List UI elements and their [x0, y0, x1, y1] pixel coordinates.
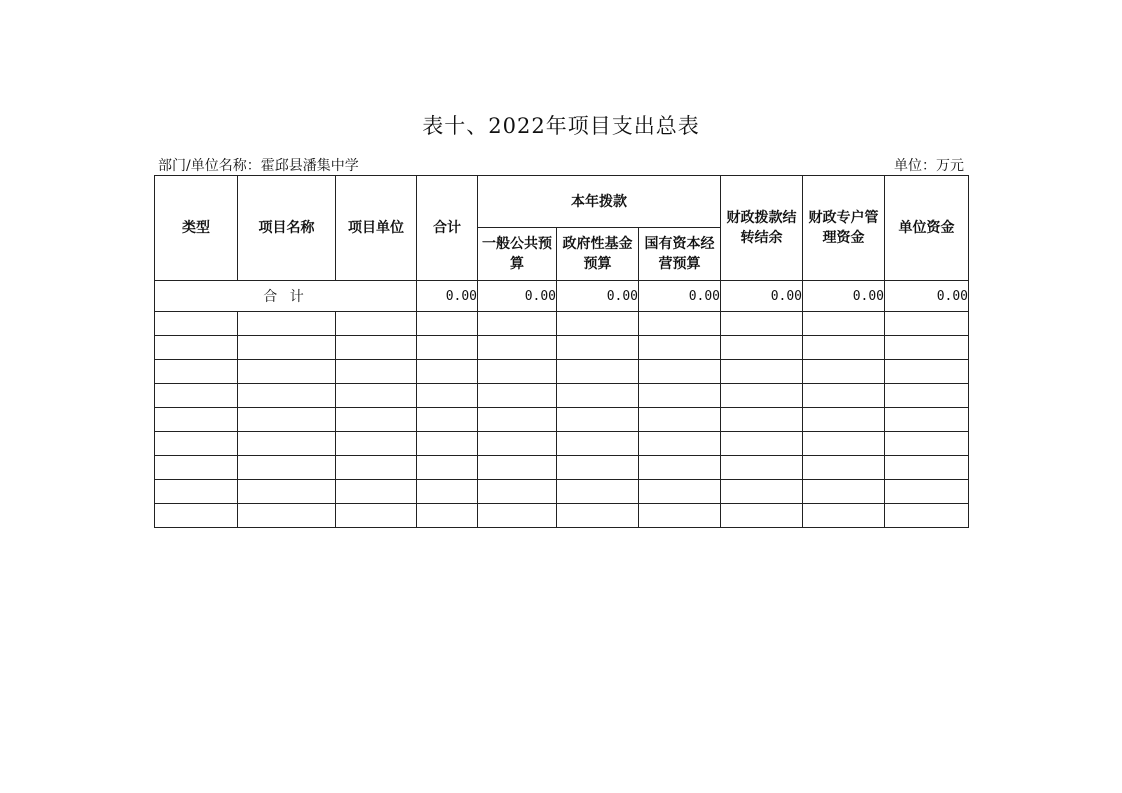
table-cell [639, 480, 721, 504]
table-cell [639, 456, 721, 480]
table-cell [155, 360, 238, 384]
table-cell [478, 432, 557, 456]
table-cell [557, 480, 639, 504]
table-cell [336, 384, 417, 408]
table-row [155, 312, 969, 336]
table-cell [336, 432, 417, 456]
table-cell [557, 432, 639, 456]
table-cell [336, 336, 417, 360]
table-cell [155, 480, 238, 504]
table-cell [721, 504, 803, 528]
project-expenditure-table [154, 175, 969, 528]
table-cell [803, 504, 885, 528]
table-cell [478, 384, 557, 408]
total-cell-unit-funds: 0.00 [885, 281, 969, 312]
table-cell [478, 408, 557, 432]
total-cell-general-public: 0.00 [478, 281, 557, 312]
table-cell [803, 312, 885, 336]
table-cell [557, 336, 639, 360]
header-unit-funds: 单位资金 [885, 176, 969, 281]
header-general-public-budget: 一般公共预算 [478, 228, 557, 281]
table-cell [238, 312, 336, 336]
table-cell [803, 456, 885, 480]
table-row [155, 480, 969, 504]
table-cell [885, 456, 969, 480]
table-cell [885, 432, 969, 456]
header-fiscal-special-funds: 财政专户管理资金 [803, 176, 885, 281]
table-cell [336, 408, 417, 432]
table-cell [238, 384, 336, 408]
header-gov-fund-budget: 政府性基金预算 [557, 228, 639, 281]
table-cell [417, 432, 478, 456]
table-cell [238, 480, 336, 504]
table-cell [417, 312, 478, 336]
header-total: 合计 [417, 176, 478, 281]
table-cell [478, 456, 557, 480]
table-cell [155, 384, 238, 408]
page-title: 表十、2022年项目支出总表 [422, 114, 700, 138]
table-cell [336, 456, 417, 480]
table-cell [238, 336, 336, 360]
table-cell [557, 456, 639, 480]
table-cell [336, 480, 417, 504]
blank-rows [155, 312, 969, 528]
total-cell-gov-fund: 0.00 [557, 281, 639, 312]
table-cell [417, 336, 478, 360]
total-cell-total: 0.00 [417, 281, 478, 312]
table-cell [417, 456, 478, 480]
header-project-name: 项目名称 [238, 176, 336, 281]
total-cell-fiscal-special: 0.00 [803, 281, 885, 312]
table-cell [155, 432, 238, 456]
table-cell [803, 384, 885, 408]
table-cell [721, 432, 803, 456]
table-cell [478, 504, 557, 528]
table-cell [478, 312, 557, 336]
table-cell [885, 336, 969, 360]
total-cell-state-capital: 0.00 [639, 281, 721, 312]
table-cell [238, 456, 336, 480]
table-row [155, 360, 969, 384]
table-cell [639, 408, 721, 432]
header-current-year-allocation: 本年拨款 [478, 176, 721, 228]
total-cell-fiscal-carryover: 0.00 [721, 281, 803, 312]
table-cell [155, 336, 238, 360]
table-cell [803, 360, 885, 384]
department-name: 部门/单位名称：霍邱县潘集中学 [158, 158, 359, 174]
table-row [155, 384, 969, 408]
table-cell [238, 432, 336, 456]
table-cell [721, 312, 803, 336]
table-cell [557, 384, 639, 408]
table-row [155, 456, 969, 480]
table-cell [417, 360, 478, 384]
table-cell [885, 312, 969, 336]
table-cell [803, 408, 885, 432]
header-state-capital-budget: 国有资本经营预算 [639, 228, 721, 281]
table-cell [803, 336, 885, 360]
table-cell [639, 384, 721, 408]
table-cell [155, 312, 238, 336]
unit-label: 单位：万元 [894, 158, 964, 174]
table-cell [639, 312, 721, 336]
table-cell [557, 312, 639, 336]
table-cell [557, 504, 639, 528]
table-cell [417, 384, 478, 408]
table-cell [336, 504, 417, 528]
table-cell [417, 408, 478, 432]
table-cell [885, 408, 969, 432]
header-row-1 [155, 176, 969, 228]
table-cell [238, 360, 336, 384]
table-row [155, 336, 969, 360]
table-cell [155, 456, 238, 480]
table-cell [557, 408, 639, 432]
total-row [155, 281, 969, 312]
table-row [155, 432, 969, 456]
table-cell [336, 312, 417, 336]
table-cell [721, 336, 803, 360]
table-cell [478, 336, 557, 360]
table-cell [721, 408, 803, 432]
table-cell [885, 360, 969, 384]
table-cell [803, 480, 885, 504]
header-project-unit: 项目单位 [336, 176, 417, 281]
total-label: 合 计 [155, 281, 417, 312]
table-cell [639, 432, 721, 456]
table-cell [155, 504, 238, 528]
table-cell [803, 432, 885, 456]
table-cell [639, 336, 721, 360]
table-cell [721, 384, 803, 408]
table-cell [721, 360, 803, 384]
table-cell [885, 480, 969, 504]
table-cell [721, 480, 803, 504]
table-cell [639, 504, 721, 528]
header-type: 类型 [155, 176, 238, 281]
table-cell [238, 408, 336, 432]
table-row [155, 504, 969, 528]
table-cell [478, 480, 557, 504]
table-cell [885, 504, 969, 528]
header-fiscal-carryover: 财政拨款结转结余 [721, 176, 803, 281]
table-cell [336, 360, 417, 384]
table-cell [417, 480, 478, 504]
table-cell [885, 384, 969, 408]
table-cell [417, 504, 478, 528]
table-cell [639, 360, 721, 384]
table-cell [557, 360, 639, 384]
table-cell [155, 408, 238, 432]
table-row [155, 408, 969, 432]
table-cell [478, 360, 557, 384]
table-cell [721, 456, 803, 480]
table-cell [238, 504, 336, 528]
